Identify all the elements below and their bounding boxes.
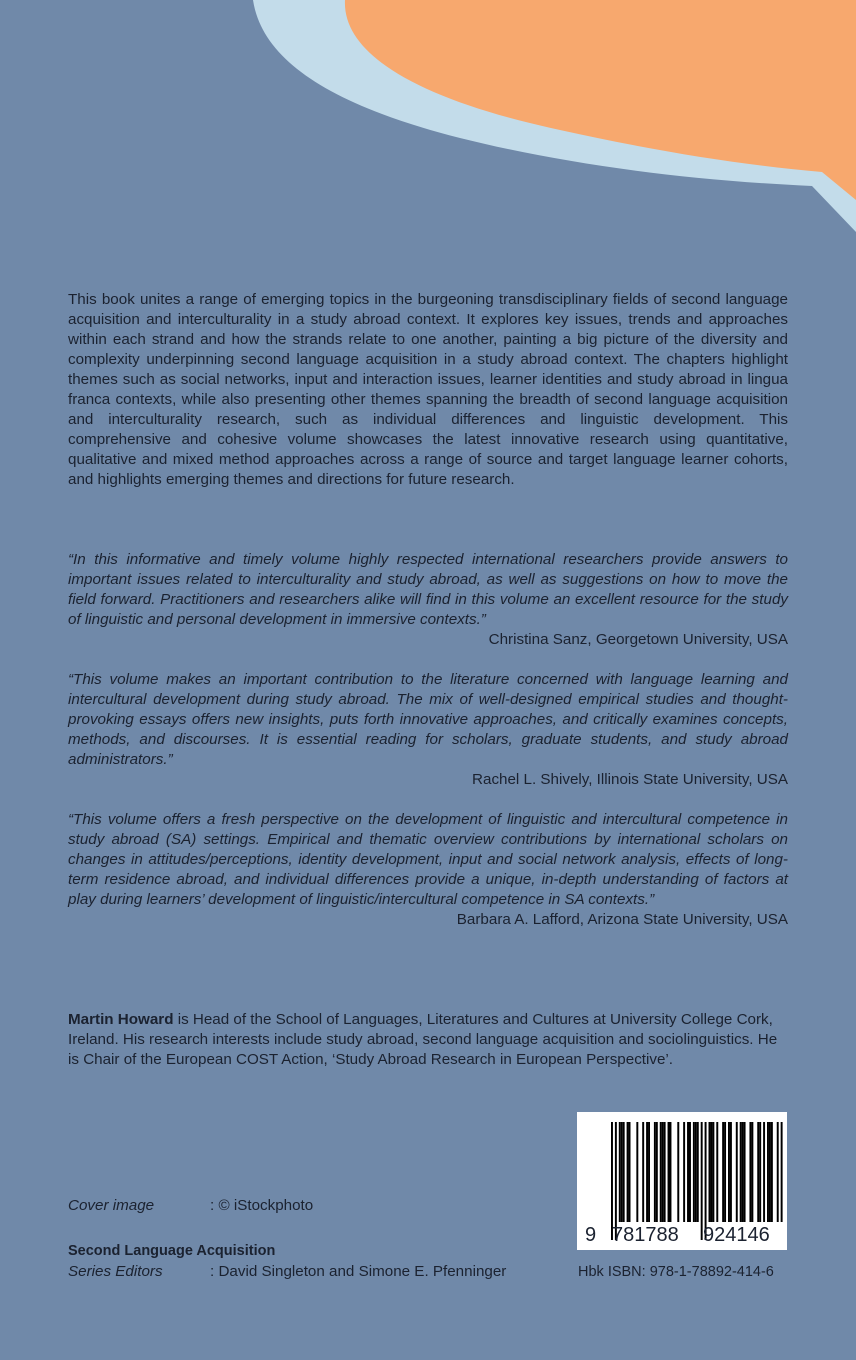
isbn-barcode [577, 1112, 787, 1250]
endorsement-3 [68, 810, 788, 930]
barcode-bar [683, 1122, 685, 1222]
barcode-bar [763, 1122, 765, 1222]
barcode-bar [749, 1122, 751, 1222]
endorsement-2 [68, 670, 788, 790]
barcode-bar [742, 1122, 744, 1222]
endorsement-attribution: Barbara A. Lafford, Arizona State University, USA [456, 911, 788, 928]
barcode-bar [648, 1122, 650, 1222]
barcode-bar [662, 1122, 664, 1222]
barcode-bar [751, 1122, 753, 1222]
barcode-bar [654, 1122, 656, 1222]
author-name: Martin Howard [68, 1011, 174, 1028]
barcode-bar [712, 1122, 714, 1222]
barcode-bar [668, 1122, 670, 1222]
barcode-bar [722, 1122, 724, 1222]
cover-image-label: Cover image [68, 1197, 155, 1214]
barcode-right-digits: 924146 [703, 1224, 770, 1246]
barcode-bar [771, 1122, 773, 1222]
barcode-bar [744, 1122, 746, 1222]
book-description: This book unites a range of emerging topics in the burgeoning transdisciplinary fields of second language acquisition and interculturality in a study abroad context. It explores key issues, trends and approaches within each strand and how the strands relate to one another, painting a big picture of the diversity and complexity underpinning second language acquisition in a study abroad context. The chapters highlight themes such as social networks, input and interaction issues, learner identities and study abroad in lingua franca contexts, while also presenting other themes spanning the breadth of second language acquisition and interculturality research, such as individual differences and linguistic development. This comprehensive and cohesive volume showcases the latest innovative research using quantitative, qualitative and mixed method approaches across a range of source and target language learner cohorts, and highlights emerging themes and directions for future research. [68, 291, 788, 488]
barcode-bar [656, 1122, 658, 1222]
author-bio [68, 1010, 788, 1070]
barcode-bar [724, 1122, 726, 1222]
barcode-bar [687, 1122, 689, 1222]
barcode-bar [695, 1122, 697, 1222]
barcode-bar [710, 1122, 712, 1222]
barcode-bar [767, 1122, 769, 1222]
endorsement-attribution: Christina Sanz, Georgetown University, USA [488, 631, 788, 648]
barcode-bar [728, 1122, 730, 1222]
barcode-bar [705, 1122, 707, 1240]
author-bio-text: is Head of the School of Languages, Literatures and Cultures at University College Cork, Ireland. His research interests include study abroad, second language acquisition and sociolinguistics. He is Chair of the European COST Action, ‘Study Abroad Research in European Perspective’. [68, 1011, 778, 1068]
barcode-bar [629, 1122, 631, 1222]
barcode-bar [769, 1122, 771, 1222]
barcode-bar [697, 1122, 699, 1222]
endorsement-attribution: Rachel L. Shively, Illinois State University, USA [472, 771, 788, 788]
barcode-bar [757, 1122, 759, 1222]
barcode-bar [670, 1122, 672, 1222]
barcode-bar [611, 1122, 613, 1240]
barcode-bar [709, 1122, 711, 1222]
barcode-bar [677, 1122, 679, 1222]
barcode-bar [636, 1122, 638, 1222]
barcode-bar [615, 1122, 617, 1240]
barcode-bar [759, 1122, 761, 1222]
endorsement-quote: “In this informative and timely volume highly respected international researchers provide answers to important issues related to interculturality and study abroad, as well as suggestions on how to move the field forward. Practitioners and researchers alike will find in this volume an excellent resource for the study of linguistic and personal development in immersive contexts.” [68, 551, 788, 628]
barcode-bar [740, 1122, 742, 1222]
barcode-bar [701, 1122, 703, 1240]
barcode-bar [689, 1122, 691, 1222]
isbn-text: Hbk ISBN: 978-1-78892-414-6 [578, 1264, 774, 1280]
cover-image-credit: : © iStockphoto [210, 1197, 314, 1214]
barcode-bar [730, 1122, 732, 1222]
endorsement-1 [68, 550, 788, 650]
barcode-bar [627, 1122, 629, 1222]
series-title: Second Language Acquisition [68, 1243, 276, 1259]
barcode-left-digits: 781788 [612, 1224, 679, 1246]
barcode-bar [623, 1122, 625, 1222]
barcode-bar [664, 1122, 666, 1222]
barcode-bar [781, 1122, 783, 1222]
endorsement-quote: “This volume offers a fresh perspective on the development of linguistic and intercultural competence in study abroad (SA) settings. Empirical and thematic overview contributions by international scholars on changes in attitudes/perceptions, identity development, input and social network analysis, effects of long-term residence abroad, and individual differences provide a unique, in-depth understanding of factors at play during learners’ development of linguistic/intercultural competence in SA contexts.” [68, 811, 788, 908]
endorsement-quote: “This volume makes an important contribution to the literature concerned with language learning and intercultural development during study abroad. The mix of well-designed empirical studies and thought-provoking essays offers new insights, puts forth innovative approaches, and critically examines concepts, methods, and discourses. It is essential reading for scholars, graduate students, and study abroad administrators.” [68, 671, 788, 768]
barcode-bar [619, 1122, 621, 1222]
barcode-bar [693, 1122, 695, 1222]
series-editors: : David Singleton and Simone E. Pfenninger [210, 1263, 507, 1280]
barcode-bar [716, 1122, 718, 1222]
barcode-lead-digit: 9 [585, 1224, 597, 1246]
barcode-bar [642, 1122, 644, 1222]
barcode-bar [777, 1122, 779, 1222]
barcode-bar [736, 1122, 738, 1222]
speech-bubble-decoration [0, 0, 856, 260]
barcode-bar [660, 1122, 662, 1222]
barcode-bar [621, 1122, 623, 1222]
barcode-bar [646, 1122, 648, 1222]
series-editors-label: Series Editors [68, 1263, 163, 1280]
